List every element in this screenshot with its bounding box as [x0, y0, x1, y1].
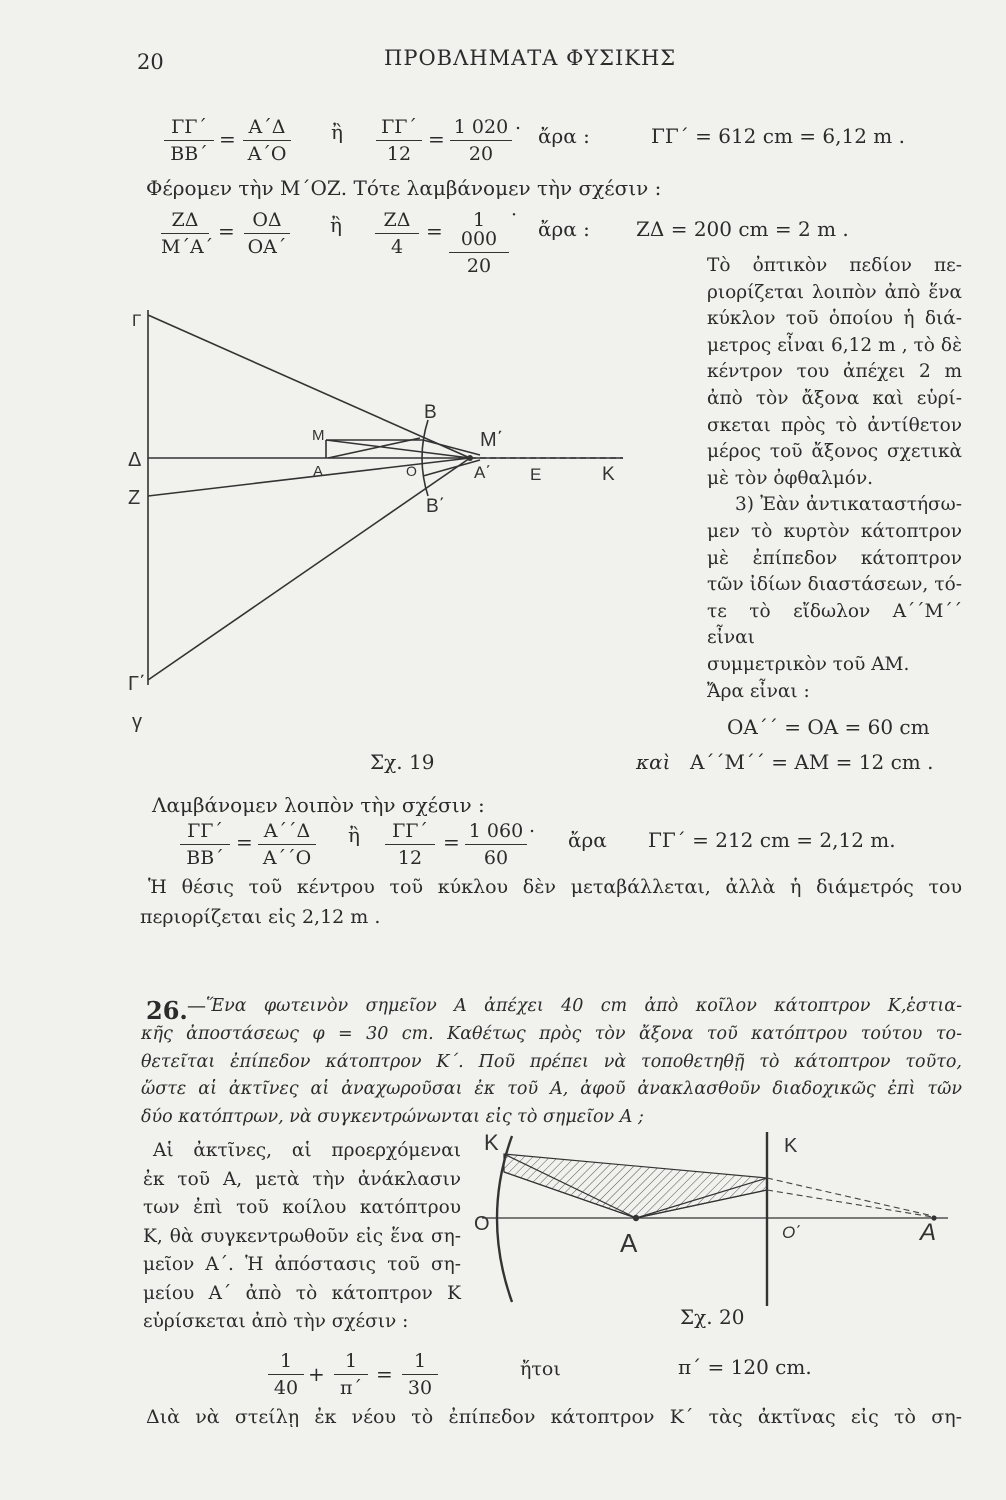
right-column-text: Τὸ ὀπτικὸν πεδίον πε- ριορίζεται λοιπὸν ἀπὸ ἕνα κύκλον τοῦ ὁποίου ἡ διά- μετρος εἶναι 6,12 m , τὸ δὲ κέντρον του ἀπέχει 2 m ἀπὸ τὸν ἄξονα καὶ εὑρί- σκεται πρὸς τὸ ἀντίθετον μέρος τοῦ ἄξονος σχετικὰ μὲ τὸν ὀφθαλμόν. 3) Ἐὰν ἀντικαταστήσω- μεν τὸ κυρτὸν κάτοπτρον μὲ ἐπίπεδον κάτοπτρον τῶν ἰδίων διαστάσεων, τό- τε τὸ εἴδωλον Α΄΄Μ΄΄ εἶναι συμμετρικὸν τοῦ ΑΜ. Ἄρα εἶναι :: [707, 255, 962, 702]
ray: [148, 315, 470, 458]
ara-label: ἄρα :: [538, 217, 590, 241]
ray: [148, 458, 470, 680]
label-O: Ο: [406, 463, 417, 479]
problem-number: 26.: [146, 996, 188, 1025]
label-M: Μ: [312, 427, 325, 444]
figure-20-caption: Σχ. 20: [680, 1305, 745, 1329]
point-marker: [467, 455, 473, 461]
etoi-word: ἤτοι: [520, 1358, 561, 1380]
fraction: $\frac{\Gamma\Gamma΄}{BB΄}$: [180, 822, 230, 868]
fraction: $\frac{\Gamma\Gamma΄}{BB΄}$: [164, 118, 214, 164]
or-word: ἢ: [331, 120, 343, 144]
label-D: Δ: [128, 449, 142, 471]
running-title: ΠΡΟΒΛΗΜΑΤΑ ΦΥΣΙΚΗΣ: [384, 46, 677, 70]
fraction: $\frac{1}{30}$: [402, 1352, 438, 1398]
kai-word: καὶ: [636, 750, 671, 774]
ara-label: ἄρα: [568, 828, 607, 852]
label-Ap: Α: [920, 1219, 937, 1246]
equation-result: ΖΔ = 200 cm = 2 m .: [636, 217, 849, 241]
point-marker: [633, 1215, 639, 1221]
label-Op: Ο΄: [782, 1223, 801, 1242]
label-Ap: Α΄: [474, 463, 491, 482]
figure-20-diagram: [468, 1128, 974, 1310]
label-Mp: Μ΄: [480, 429, 504, 451]
label-G: Γ: [132, 311, 142, 330]
equation-3b: Α΄΄Μ΄΄ = ΑΜ = 12 cm .: [690, 750, 934, 774]
label-K: Κ: [484, 1130, 499, 1155]
text-line: Λαμβάνομεν λοιπὸν τὴν σχέσιν :: [152, 793, 485, 817]
page-number: 20: [137, 50, 164, 74]
label-K: Κ: [602, 464, 615, 485]
equation-3a: ΟΑ΄΄ = ΟΑ = 60 cm: [727, 715, 930, 739]
last-line: Διὰ νὰ στείλῃ ἐκ νέου τὸ ἐπίπεδον κάτοπτρον Κ΄ τὰς ἀκτῖνας εἰς τὸ ση-: [146, 1406, 962, 1428]
fraction: $\frac{\Gamma\Gamma΄}{12}$: [376, 118, 422, 164]
label-Kp: Κ: [784, 1135, 798, 1157]
ara-label: ἄρα :: [538, 124, 590, 148]
label-E: Ε: [530, 465, 542, 484]
label-O: Ο: [474, 1213, 490, 1235]
label-Gp: Γ΄: [128, 673, 146, 695]
fraction: $\frac{1}{40}$: [268, 1352, 304, 1398]
or-word: ἢ: [348, 823, 360, 847]
equation-result: π΄ = 120 cm.: [678, 1355, 812, 1379]
label-gamma: γ: [132, 711, 142, 733]
label-B: Β: [424, 402, 437, 423]
fraction: $\frac{A΄\Delta}{A΄O}$: [243, 118, 291, 164]
equation-result: ΓΓ΄ = 612 cm = 6,12 m .: [651, 124, 905, 148]
or-word: ἢ: [330, 213, 342, 237]
paragraph-thesis: Ἡ θέσις τοῦ κέντρου τοῦ κύκλου δὲν μεταβάλλεται, ἀλλὰ ἡ διάμετρός του περιορίζεται εἰς 2,12 m .: [140, 876, 962, 928]
label-Bp: Β΄: [426, 496, 445, 517]
fraction: $\frac{A΄΄\Delta}{A΄΄O}$: [258, 822, 316, 868]
equation-result: ΓΓ΄ = 212 cm = 2,12 m.: [648, 828, 896, 852]
fraction: $\frac{1 020}{20}$: [450, 118, 512, 164]
fraction: $\frac{Z\Delta}{M΄A΄}$: [161, 209, 214, 258]
fraction: $\frac{1 060}{60}$: [465, 822, 527, 868]
fraction: $\frac{\Gamma\Gamma΄}{12}$: [385, 822, 435, 868]
figure-19-caption: Σχ. 19: [370, 750, 435, 774]
label-A: Α: [313, 463, 324, 480]
fraction: $\frac{1 000}{20}$: [449, 211, 509, 276]
text-line: Φέρομεν τὴν Μ΄ΟΖ. Τότε λαμβάνομεν τὴν σχέσιν :: [146, 176, 662, 200]
label-Z: Ζ: [128, 487, 141, 509]
fraction: $\frac{O\Delta}{OA΄}$: [244, 211, 290, 257]
fraction: $\frac{Z\Delta}{4}$: [375, 211, 419, 257]
fraction: $\frac{1}{\pi΄}$: [334, 1352, 368, 1398]
label-A: Α: [620, 1228, 638, 1258]
figure-19-diagram: [118, 300, 638, 740]
left-column-text: Αἱ ἀκτῖνες, αἱ προερχόμεναι ἐκ τοῦ Α, μετὰ τὴν ἀνάκλασιν των ἐπὶ τοῦ κοίλου κατόπτρου Κ, θὰ συγκεντρωθοῦν εἰς ἕνα ση- μεῖον Α΄. Ἡ ἀπόστασις τοῦ ση- μείου Α΄ ἀπὸ τὸ κάτοπτρον Κ εὑρίσκεται ἀπὸ τὴν σχέσιν :: [143, 1140, 461, 1332]
